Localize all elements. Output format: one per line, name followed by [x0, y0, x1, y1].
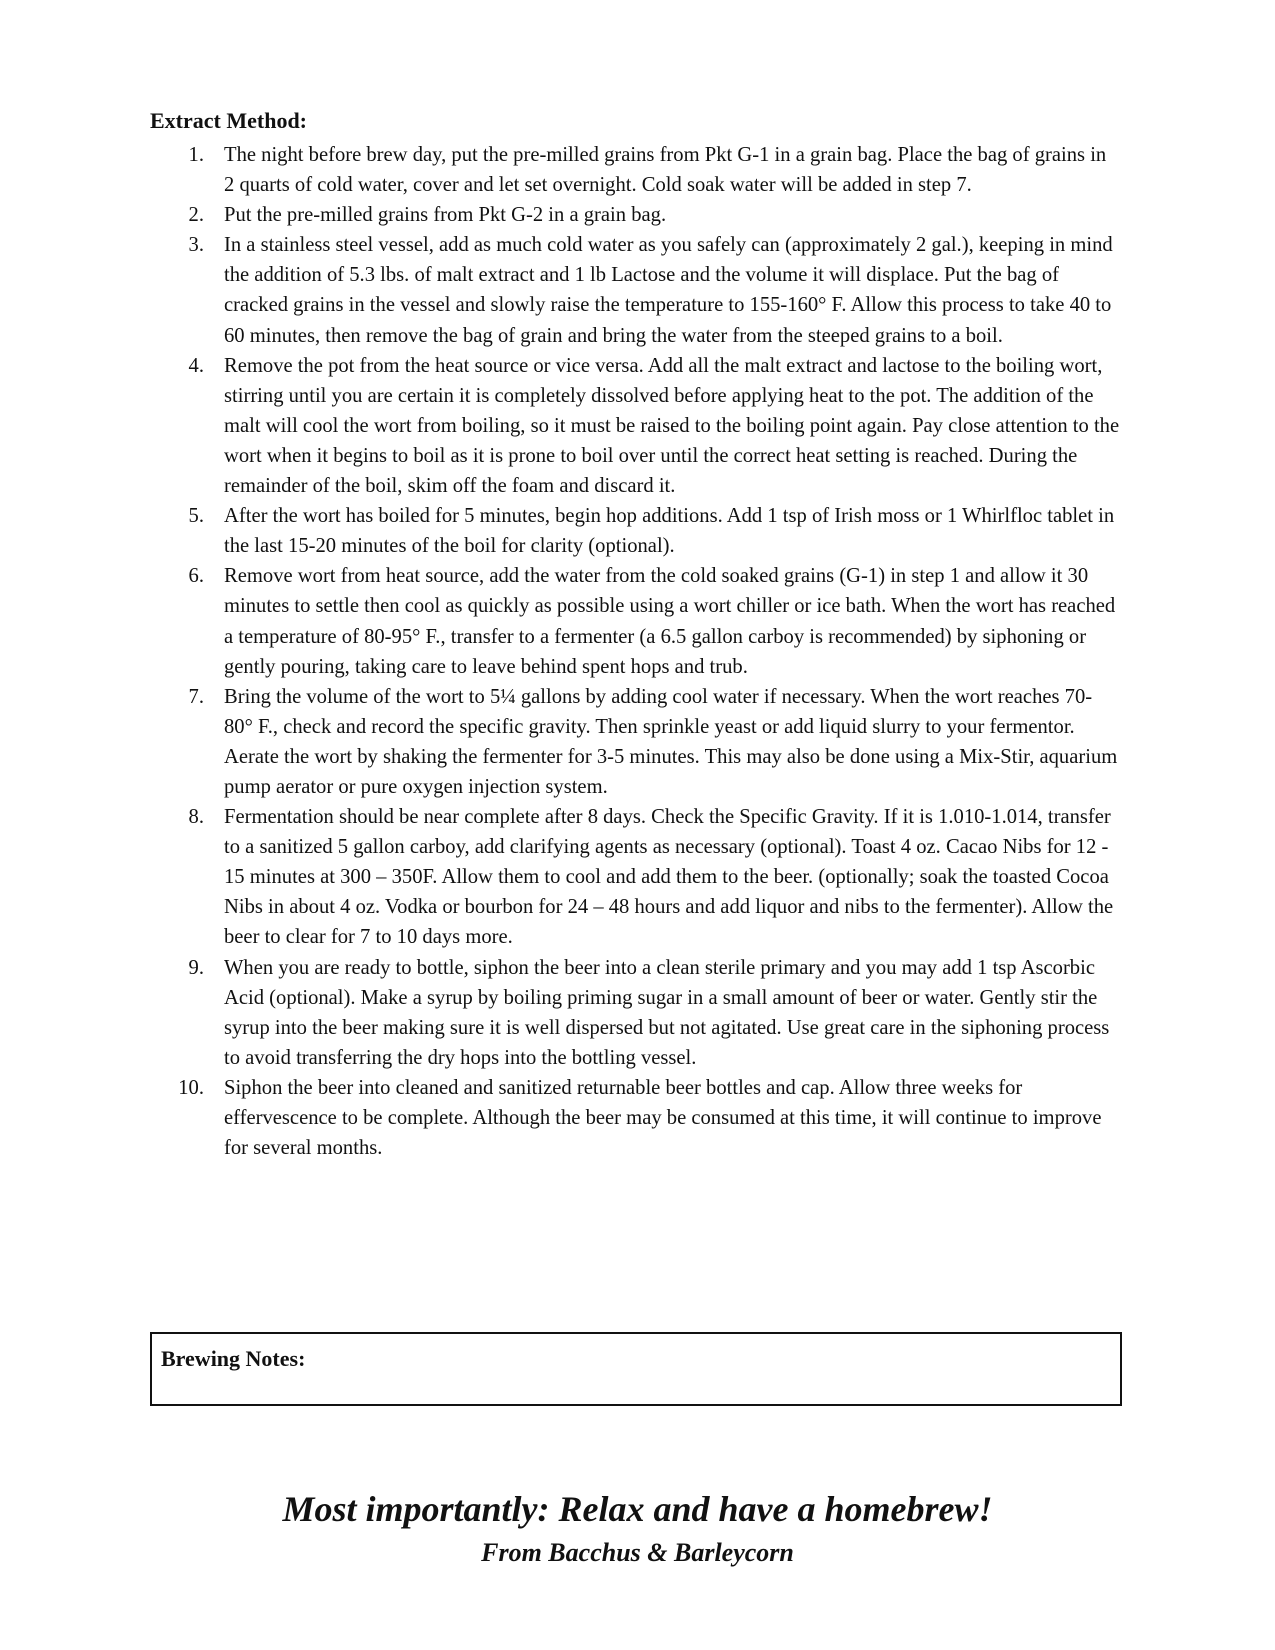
step-item [150, 561, 1120, 681]
step-item [150, 200, 1120, 230]
step-text: Remove the pot from the heat source or vice versa. Add all the malt extract and lactose to the boiling wort, stirring until you are certain it is completely dissolved before applying heat to the pot. The addition of the malt will cool the wort from boiling, so it must be raised to the boiling point again. Pay close attention to the wort when it begins to boil as it is prone to boil over until the correct heat setting is reached. During the remainder of the boil, skim off the foam and discard it. [224, 354, 1120, 498]
step-item [150, 140, 1120, 200]
step-item [150, 682, 1120, 802]
step-number: 9. [188, 956, 204, 979]
step-text: Fermentation should be near complete after 8 days. Check the Specific Gravity. If it is 1.010-1.014, transfer to a sanitized 5 gallon carboy, add clarifying agents as necessary (optional). Toast 4 oz. Cacao Nibs for 12 - 15 minutes at 300 – 350F. Allow them to cool and add them to the beer. (optionally; soak the toasted Cocoa Nibs in about 4 oz. Vodka or bourbon for 24 – 48 hours and add liquor and nibs to the fermenter). Allow the beer to clear for 7 to 10 days more. [224, 806, 1114, 949]
brewing-notes-box [150, 1332, 1122, 1406]
closing-signature: From Bacchus & Barleycorn [481, 1538, 794, 1567]
step-number: 7. [188, 685, 204, 708]
step-number: 3. [188, 234, 204, 257]
closing-tagline: Most importantly: Relax and have a homebrew! [282, 1489, 993, 1529]
step-item [150, 230, 1120, 350]
step-number: 5. [188, 505, 204, 528]
step-text: When you are ready to bottle, siphon the beer into a clean sterile primary and you may add 1 tsp Ascorbic Acid (optional). Make a syrup by boiling priming sugar in a small amount of beer or water. Gently stir the syrup into the beer making sure it is well dispersed but not agitated. Use great care in the siphoning process to avoid transferring the dry hops into the bottling vessel. [224, 956, 1110, 1069]
steps-list [150, 140, 1120, 1163]
step-number: 10. [178, 1076, 204, 1099]
step-number: 6. [188, 565, 204, 588]
step-text: Siphon the beer into cleaned and sanitized returnable beer bottles and cap. Allow three weeks for effervescence to be complete. Although the beer may be consumed at this time, it will continue to improve for several months. [224, 1076, 1102, 1160]
step-number: 2. [188, 204, 204, 227]
step-item [150, 802, 1120, 952]
step-item [150, 953, 1120, 1073]
step-text: Bring the volume of the wort to 5¼ gallons by adding cool water if necessary. When the wort reaches 70-80° F., check and record the specific gravity. Then sprinkle yeast or add liquid slurry to your fermentor. Aerate the wort by shaking the fermenter for 3-5 minutes. This may also be done using a Mix-Stir, aquarium pump aerator or pure oxygen injection system. [224, 685, 1118, 798]
step-text: The night before brew day, put the pre-milled grains from Pkt G-1 in a grain bag. Place the bag of grains in 2 quarts of cold water, cover and let set overnight. Cold soak water will be added in step 7. [224, 144, 1107, 197]
section-title: Extract Method: [150, 108, 308, 133]
step-item [150, 501, 1120, 561]
step-text: Put the pre-milled grains from Pkt G-2 in a grain bag. [224, 204, 667, 227]
step-number: 1. [188, 144, 204, 166]
brewing-notes-label: Brewing Notes: [161, 1346, 306, 1371]
step-text: After the wort has boiled for 5 minutes, begin hop additions. Add 1 tsp of Irish moss or 1 Whirlfloc tablet in the last 15-20 minutes of the boil for clarity (optional). [224, 505, 1115, 558]
step-text: Remove wort from heat source, add the water from the cold soaked grains (G-1) in step 1 and allow it 30 minutes to settle then cool as quickly as possible using a wort chiller or ice bath. When the wort has reached a temperature of 80-95° F., transfer to a fermenter (a 6.5 gallon carboy is recommended) by siphoning or gently pouring, taking care to leave behind spent hops and trub. [224, 565, 1116, 678]
step-number: 8. [188, 806, 204, 829]
step-number: 4. [188, 354, 204, 377]
step-item [150, 1073, 1120, 1163]
step-item [150, 351, 1120, 501]
step-text: In a stainless steel vessel, add as much cold water as you safely can (approximately 2 gal.), keeping in mind the addition of 5.3 lbs. of malt extract and 1 lb Lactose and the volume it will displace. Put the bag of cracked grains in the vessel and slowly raise the temperature to 155-160° F. Allow this process to take 40 to 60 minutes, then remove the bag of grain and bring the water from the steeped grains to a boil. [224, 234, 1113, 347]
